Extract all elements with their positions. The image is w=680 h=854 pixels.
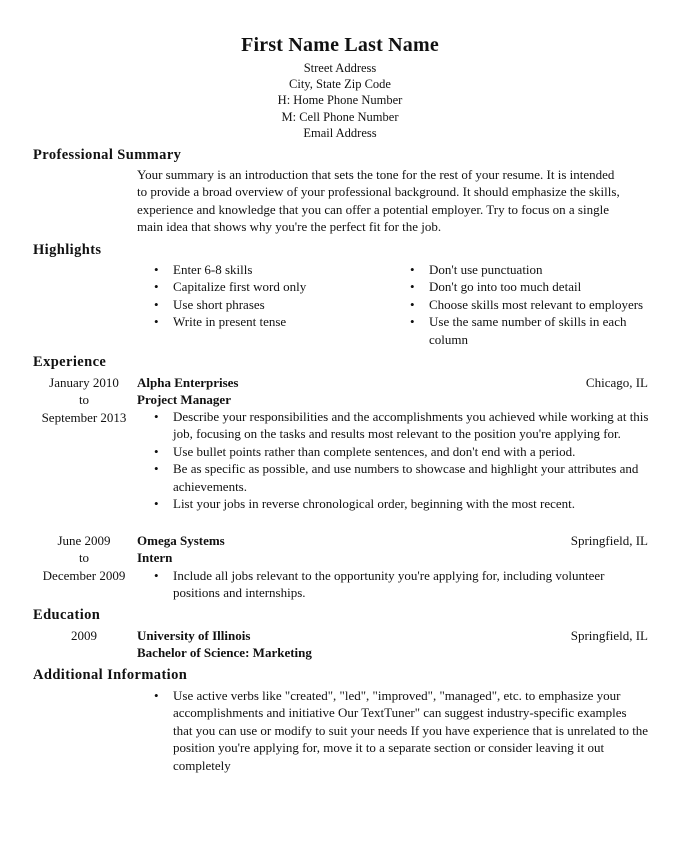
- education-heading: Education: [33, 607, 101, 623]
- bullet-icon: •: [154, 496, 159, 512]
- job-dates: [33, 532, 135, 584]
- additional-bullets: [137, 687, 649, 774]
- company-name: Omega Systems: [137, 533, 225, 548]
- summary-paragraph: [137, 166, 649, 236]
- list-item: • Write in present tense: [154, 314, 287, 330]
- list-item: • Use bullet points rather than complete sentences, and don't end with a period.: [154, 443, 576, 459]
- job-date-separator: to: [78, 392, 90, 408]
- experience-heading: Experience: [33, 354, 107, 370]
- summary-line: to provide a broad overview of your professional background. It should emphasize the skills,: [137, 184, 620, 200]
- job-header: [137, 374, 648, 409]
- list-item: • Be as specific as possible, and use numbers to showcase and highlight your attributes and achievements.: [154, 461, 639, 494]
- degree-separator: :: [245, 645, 253, 661]
- job-header: [137, 532, 648, 567]
- home-phone: H: Home Phone Number: [277, 93, 403, 108]
- contact-block: [0, 60, 680, 141]
- bullet-icon: •: [154, 314, 159, 330]
- bullet-icon: •: [154, 279, 159, 295]
- job-location: Springfield, IL: [570, 533, 648, 548]
- highlights-right-list: [393, 261, 655, 348]
- list-item: • Include all jobs relevant to the opportunity you're applying for, including volunteer positions and internships.: [154, 568, 605, 601]
- city-state-zip: City, State Zip Code: [289, 77, 391, 92]
- summary-line: main idea that shows why you're the perfect fit for the job.: [137, 219, 442, 235]
- job-date-end: December 2009: [42, 567, 126, 583]
- bullet-icon: •: [154, 461, 159, 477]
- list-item: • Capitalize first word only: [154, 279, 307, 295]
- list-item: • Describe your responsibilities and the accomplishments you achieved while working at this job, focusing on the tasks and results most relevant to the position you're applying for.: [154, 409, 649, 442]
- list-item: • Use the same number of skills in each column: [410, 314, 627, 347]
- highlights-left-list: [137, 261, 377, 331]
- summary-line: experience and knowledge that you can offer a potential employer. Try to focus on a single: [137, 201, 609, 217]
- bullet-icon: •: [410, 279, 415, 295]
- education-year: 2009: [71, 628, 97, 643]
- bullet-icon: •: [154, 262, 159, 277]
- job-date-separator: to: [78, 550, 90, 566]
- company-name: Alpha Enterprises: [137, 375, 239, 390]
- list-item: • List your jobs in reverse chronological order, beginning with the most recent.: [154, 496, 576, 512]
- job-title: Project Manager: [137, 392, 231, 408]
- job-title: Intern: [137, 550, 173, 566]
- list-item: • Choose skills most relevant to employers: [410, 296, 644, 312]
- job-bullets: [137, 567, 651, 602]
- bullet-icon: •: [410, 262, 415, 277]
- bullet-icon: •: [154, 568, 159, 583]
- job-location: Chicago, IL: [585, 375, 648, 390]
- list-item: • Don't go into too much detail: [410, 279, 582, 295]
- list-item: • Use short phrases: [154, 296, 265, 312]
- list-item: • Don't use punctuation: [410, 262, 543, 277]
- degree-major: Marketing: [252, 645, 312, 661]
- list-item: • Use active verbs like "created", "led", "improved", "managed", etc. to emphasize your accomplishments and initiative Our TextTuner" can suggest industry-specific examples that you can use or modify to suit your needs If you have experience that is unrelated to the position you're applying for, move it to a separate section or consider leaving it out completely: [154, 688, 649, 773]
- list-item: • Enter 6-8 skills: [154, 262, 253, 277]
- bullet-icon: •: [410, 296, 415, 312]
- highlights-heading: Highlights: [33, 242, 102, 258]
- job-dates: [33, 374, 135, 426]
- summary-line: Your summary is an introduction that sets the tone for the rest of your resume. It is intended: [137, 167, 615, 182]
- email-address: Email Address: [303, 125, 377, 140]
- summary-heading: Professional Summary: [33, 147, 182, 163]
- bullet-icon: •: [154, 688, 159, 703]
- job-date-end: September 2013: [41, 409, 127, 425]
- street-address: Street Address: [303, 61, 377, 75]
- job-bullets: [137, 408, 651, 512]
- full-name: First Name Last Name: [241, 34, 439, 56]
- job-date-start: June 2009: [57, 533, 111, 548]
- education-entry: [137, 627, 648, 662]
- bullet-icon: •: [154, 443, 159, 459]
- school-name: University of Illinois: [137, 628, 251, 643]
- cell-phone: M: Cell Phone Number: [281, 109, 399, 124]
- bullet-icon: •: [154, 409, 159, 424]
- degree-line: [137, 644, 648, 661]
- bullet-icon: •: [154, 296, 159, 312]
- school-location: Springfield, IL: [570, 628, 648, 643]
- job-date-start: January 2010: [49, 375, 119, 390]
- bullet-icon: •: [410, 314, 415, 330]
- additional-heading: Additional Information: [33, 667, 188, 683]
- degree-name: Bachelor of Science: [137, 645, 246, 661]
